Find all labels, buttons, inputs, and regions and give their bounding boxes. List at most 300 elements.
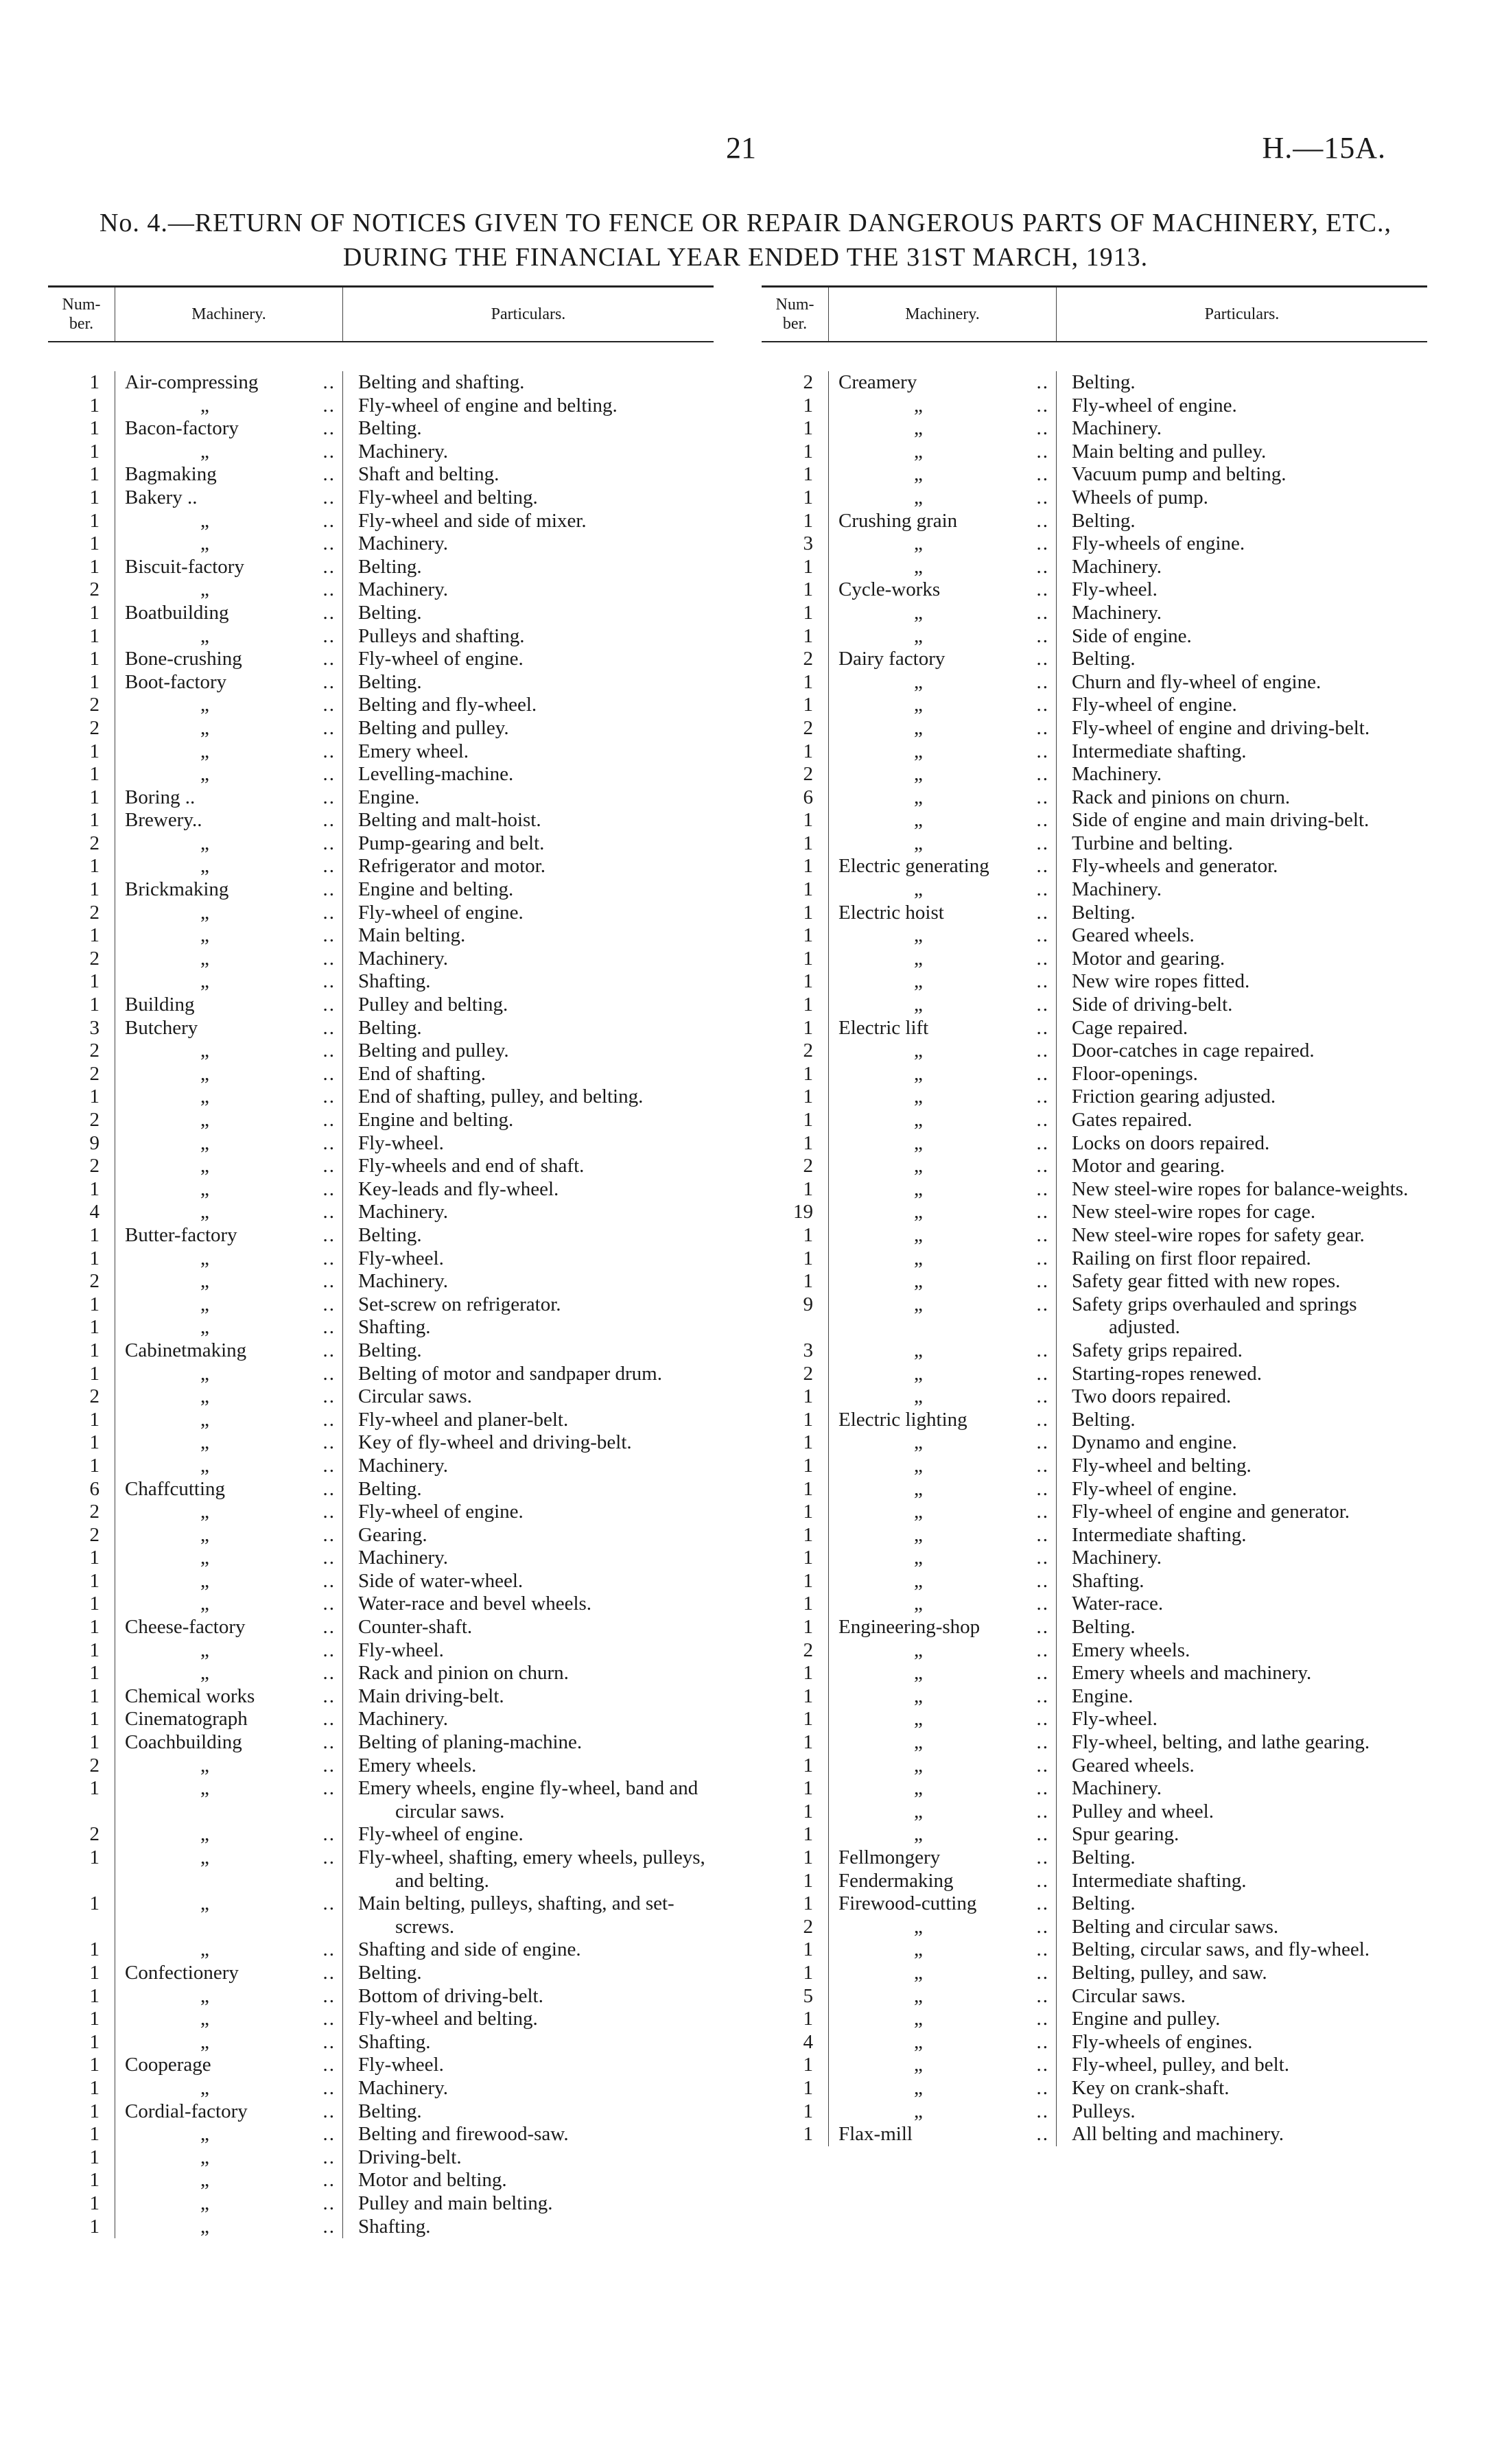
row-number: 1 [762,1109,829,1132]
particulars-text: Main belting, pulleys, shafting, and set-screws. [358,1892,674,1938]
row-particulars [343,1501,714,1524]
row-machinery: „ .. [115,970,343,994]
row-machinery: „ .. [829,1755,1057,1778]
row-machinery: Electric lighting .. [829,1409,1057,1432]
row-number: 1 [762,924,829,948]
machinery-label: Dairy factory [838,648,946,670]
particulars-text: Emery wheels. [358,1754,477,1776]
row-machinery: „ .. [829,1155,1057,1178]
row-number: 1 [48,2077,115,2100]
row-particulars [343,1985,714,2008]
row-machinery: „ .. [829,1178,1057,1201]
row-number: 1 [762,1063,829,1086]
row-particulars [1057,832,1427,856]
row-particulars [1057,1201,1427,1224]
row-particulars [343,625,714,648]
row-number: 1 [48,994,115,1017]
row-particulars [343,1063,714,1086]
row-number: 1 [762,1086,829,1109]
particulars-text: Pulleys. [1072,2100,1136,2122]
particulars-text: Refrigerator and motor. [358,855,545,878]
particulars-text: Side of engine and main driving-belt. [1072,809,1370,832]
row-machinery: „ .. [115,2123,343,2146]
row-machinery: „ .. [115,1270,343,1293]
particulars-text: Intermediate shafting. [1072,740,1247,762]
row-particulars [343,1201,714,1224]
row-machinery: „ .. [829,602,1057,625]
row-particulars [1057,1293,1427,1339]
row-machinery: „ .. [829,1524,1057,1547]
row-particulars [343,1363,714,1386]
row-machinery: „ .. [829,2054,1057,2077]
machinery-label: „ [200,716,209,739]
row-number: 1 [48,763,115,786]
row-machinery: Brickmaking .. [115,878,343,902]
particulars-text: Two doors repaired. [1072,1385,1232,1408]
row-particulars [1057,694,1427,717]
row-machinery: „ .. [115,1846,343,1892]
row-particulars [1057,1109,1427,1132]
row-machinery: „ .. [115,1132,343,1155]
row-number: 2 [48,1270,115,1293]
row-particulars [343,740,714,764]
row-number: 2 [48,1040,115,1063]
row-number: 1 [762,2100,829,2124]
row-particulars [343,1109,714,1132]
particulars-text: Engine. [358,786,420,808]
row-number: 1 [48,1409,115,1432]
row-number: 1 [762,1501,829,1524]
row-particulars [1057,486,1427,510]
particulars-text: Rack and pinions on churn. [1072,786,1291,808]
row-particulars [1057,2031,1427,2054]
title-line-2: DURING THE FINANCIAL YEAR ENDED THE 31ST MARCH, 1913. [342,243,1149,272]
row-number: 1 [48,1777,115,1823]
particulars-text: Wheels of pump. [1072,486,1208,508]
row-number: 2 [762,1155,829,1178]
row-number: 9 [762,1293,829,1339]
row-number: 2 [762,1639,829,1663]
row-particulars [343,1892,714,1938]
particulars-text: Belting. [1072,1408,1136,1431]
row-number: 2 [762,763,829,786]
row-machinery: „ .. [115,924,343,948]
particulars-text: Main belting. [358,924,466,947]
particulars-text: Emery wheels and machinery. [1072,1662,1312,1685]
row-machinery: „ .. [115,625,343,648]
machinery-label: Brickmaking [125,878,229,901]
machinery-label: „ [914,1109,923,1131]
row-particulars [1057,970,1427,994]
table-body [762,342,1427,2146]
particulars-text: Shafting and side of engine. [358,1938,581,1961]
row-number: 1 [762,1409,829,1432]
row-particulars [1057,809,1427,832]
row-particulars [343,763,714,786]
particulars-text: Belting. [1072,371,1136,393]
row-number: 1 [48,1985,115,2008]
row-number: 1 [762,694,829,717]
row-number: 1 [762,1178,829,1201]
row-number: 1 [762,1524,829,1547]
machinery-label: Boot-factory [125,670,227,693]
row-particulars [1057,1524,1427,1547]
machinery-label: „ [914,417,923,440]
particulars-text: Belting. [358,670,422,693]
machinery-label: „ [200,1523,209,1546]
row-machinery: „ .. [115,717,343,740]
machinery-label: „ [914,740,923,762]
row-number: 1 [762,486,829,510]
row-particulars [343,2123,714,2146]
machinery-label: Creamery [838,371,917,393]
row-machinery: „ .. [829,994,1057,1017]
row-number: 1 [762,1777,829,1800]
row-machinery: Crushing grain .. [829,510,1057,533]
row-particulars [343,1132,714,1155]
row-machinery: „ .. [829,1938,1057,1962]
machinery-label: „ [200,1431,209,1454]
row-number: 6 [48,1478,115,1501]
machinery-label: „ [200,1201,209,1223]
row-machinery: „ .. [829,463,1057,486]
row-machinery: „ .. [829,1823,1057,1846]
machinery-label: „ [914,1547,923,1569]
machinery-label: Cabinetmaking [125,1339,247,1361]
row-particulars [343,1086,714,1109]
particulars-text: Shafting. [358,1316,431,1339]
machinery-label: „ [200,1177,209,1200]
row-number: 3 [762,532,829,556]
particulars-text: Driving-belt. [358,2146,462,2168]
row-particulars [1057,1938,1427,1962]
particulars-text: Key-leads and fly-wheel. [358,1177,559,1200]
machinery-label: „ [914,2008,923,2030]
row-machinery: Electric generating .. [829,855,1057,878]
row-particulars [1057,578,1427,602]
machinery-label: „ [200,855,209,878]
machinery-label: „ [914,601,923,624]
row-machinery: „ .. [115,1155,343,1178]
row-machinery: „ .. [829,832,1057,856]
row-machinery: „ .. [115,1524,343,1547]
row-particulars [343,1178,714,1201]
row-number: 1 [48,2146,115,2170]
row-number: 1 [48,2123,115,2146]
particulars-text: Belting and circular saws. [1072,1915,1279,1938]
row-particulars [343,1616,714,1639]
particulars-text: Belting. [358,2100,422,2122]
row-particulars [343,395,714,418]
row-particulars [1057,1409,1427,1432]
row-particulars [343,578,714,602]
row-number: 1 [762,1616,829,1639]
machinery-label: „ [914,1362,923,1385]
row-particulars [1057,510,1427,533]
machinery-label: „ [200,1247,209,1269]
row-particulars [343,717,714,740]
machinery-label: „ [914,1131,923,1154]
row-particulars [1057,1962,1427,1985]
row-number: 1 [762,463,829,486]
machinery-label: „ [914,1223,923,1246]
particulars-text: Fly-wheel of engine. [358,1501,524,1523]
particulars-text: Belting. [1072,901,1136,924]
row-machinery: Boot-factory .. [115,671,343,694]
row-machinery: „ .. [115,1040,343,1063]
row-particulars [343,694,714,717]
row-number: 1 [48,417,115,441]
row-number: 1 [762,832,829,856]
machinery-label: Air-compressing [125,371,259,393]
row-particulars [343,486,714,510]
row-particulars [343,648,714,671]
row-number: 1 [48,1086,115,1109]
row-machinery: Brewery.. .. [115,809,343,832]
particulars-text: Side of water-wheel. [358,1569,524,1592]
machinery-column-header: Machinery. [829,288,1057,341]
row-particulars [343,855,714,878]
row-number: 1 [762,395,829,418]
machinery-label: „ [200,1547,209,1569]
row-number: 1 [762,902,829,925]
particulars-text: Shafting. [358,970,431,993]
row-particulars [1057,1339,1427,1363]
particulars-text: Fly-wheels of engines. [1072,2030,1253,2053]
row-particulars [343,2054,714,2077]
particulars-text: Water-race and bevel wheels. [358,1593,592,1615]
row-particulars [1057,924,1427,948]
particulars-text: Belting. [1072,1892,1136,1915]
row-machinery: Cinematograph .. [115,1708,343,1731]
particulars-text: Fly-wheel of engine. [1072,694,1237,716]
row-machinery: Engineering-shop .. [829,1616,1057,1639]
machinery-label: „ [914,994,923,1016]
row-machinery: „ .. [115,1409,343,1432]
machinery-label: „ [200,1846,209,1868]
row-machinery: „ .. [829,948,1057,971]
machinery-label: Firewood-cutting [838,1892,977,1915]
machinery-label: „ [914,2030,923,2053]
machinery-label: „ [200,1662,209,1685]
row-machinery: „ .. [115,855,343,878]
row-number: 1 [762,1224,829,1247]
row-number: 1 [48,1547,115,1570]
row-number: 1 [762,740,829,764]
row-number: 1 [48,1616,115,1639]
row-number: 1 [48,532,115,556]
particulars-text: Motor and gearing. [1072,947,1225,970]
particulars-text: Machinery. [1072,763,1162,786]
row-machinery: „ .. [115,694,343,717]
row-particulars [343,1339,714,1363]
row-number: 1 [762,1938,829,1962]
row-number: 2 [48,1385,115,1409]
row-machinery: „ .. [829,1339,1057,1363]
row-particulars [1057,1017,1427,1040]
row-machinery: „ .. [115,1086,343,1109]
machinery-label: „ [914,1062,923,1085]
row-number: 1 [762,1017,829,1040]
machinery-label: „ [200,2008,209,2030]
row-number: 2 [48,948,115,971]
row-number: 1 [48,786,115,810]
row-machinery: „ .. [829,694,1057,717]
machinery-label: „ [200,1777,209,1800]
particulars-text: Safety gear fitted with new ropes. [1072,1270,1341,1293]
particulars-text: Geared wheels. [1072,1754,1195,1776]
machinery-label: „ [914,1731,923,1754]
row-machinery: „ .. [115,1455,343,1478]
machinery-label: Butter-factory [125,1223,237,1246]
row-number: 1 [762,556,829,579]
particulars-text: Fly-wheels of engine. [1072,532,1245,555]
row-particulars [1057,2123,1427,2146]
particulars-text: Spur gearing. [1072,1823,1179,1846]
machinery-label: „ [200,1823,209,1846]
row-machinery: „ .. [115,2146,343,2170]
machinery-column-header: Machinery. [115,288,343,341]
row-particulars [343,1155,714,1178]
particulars-text: Motor and gearing. [1072,1155,1225,1177]
row-number: 2 [48,1823,115,1846]
machinery-label: „ [914,970,923,993]
particulars-text: New steel-wire ropes for balance-weights. [1072,1177,1409,1200]
machinery-label: „ [914,1662,923,1685]
row-number: 1 [762,1846,829,1870]
row-particulars [343,2192,714,2216]
row-particulars [343,1017,714,1040]
machinery-label: „ [200,1155,209,1177]
row-number: 1 [48,740,115,764]
particulars-text: Belting and malt-hoist. [358,809,541,832]
row-particulars [343,2031,714,2054]
particulars-text: Fly-wheel and belting. [358,486,538,508]
row-machinery: „ .. [115,578,343,602]
particulars-text: Belting and firewood-saw. [358,2123,569,2146]
machinery-label: „ [914,1800,923,1822]
row-particulars [343,1846,714,1892]
row-number: 1 [762,602,829,625]
row-particulars [343,1431,714,1455]
table-header [48,288,714,342]
particulars-text: Key of fly-wheel and driving-belt. [358,1431,632,1454]
row-machinery: „ .. [115,395,343,418]
row-particulars [1057,1501,1427,1524]
machinery-label: „ [200,1316,209,1339]
row-machinery: „ .. [829,395,1057,418]
row-number: 1 [762,1708,829,1731]
machinery-label: „ [200,1454,209,1477]
particulars-text: Belting of planing-machine. [358,1731,583,1754]
machinery-label: „ [200,1501,209,1523]
row-number: 1 [762,1270,829,1293]
particulars-text: Belting. [1072,509,1136,532]
row-number: 2 [762,717,829,740]
row-particulars [1057,2100,1427,2124]
row-number: 1 [48,556,115,579]
particulars-text: Churn and fly-wheel of engine. [1072,670,1322,693]
row-machinery: „ .. [829,1685,1057,1709]
row-machinery: Creamery .. [829,371,1057,395]
machinery-label: „ [200,1938,209,1961]
machinery-label: „ [914,832,923,854]
row-particulars [343,1293,714,1317]
machinery-label: Biscuit-factory [125,555,244,578]
row-machinery: „ .. [115,1755,343,1778]
row-machinery: „ .. [829,1455,1057,1478]
row-machinery: „ .. [115,1985,343,2008]
particulars-text: Machinery. [1072,601,1162,624]
row-particulars [343,1823,714,1846]
particulars-text: Emery wheels, engine fly-wheel, band and circular saws. [358,1777,698,1822]
particulars-text: Machinery. [1072,1777,1162,1800]
row-particulars [343,371,714,395]
right-table [762,285,1427,2146]
row-machinery: Electric hoist .. [829,902,1057,925]
particulars-text: Railing on first floor repaired. [1072,1247,1311,1269]
machinery-label: Cooperage [125,2054,211,2076]
particulars-text: Cage repaired. [1072,1016,1188,1039]
row-number: 1 [48,1938,115,1962]
machinery-label: Chaffcutting [125,1477,226,1500]
row-particulars [343,463,714,486]
row-machinery: „ .. [115,1777,343,1823]
machinery-label: Cycle-works [838,578,941,601]
machinery-label: „ [914,947,923,970]
row-machinery: „ .. [829,1040,1057,1063]
row-machinery: „ .. [829,1800,1057,1824]
row-machinery: „ .. [829,1247,1057,1271]
row-number: 1 [762,970,829,994]
row-number: 1 [48,463,115,486]
row-number: 1 [762,671,829,694]
row-machinery: Fellmongery .. [829,1846,1057,1870]
machinery-label: „ [914,1639,923,1661]
particulars-text: Machinery. [1072,555,1162,578]
row-number: 1 [48,1962,115,1985]
row-machinery: „ .. [115,1892,343,1938]
row-number: 1 [48,1685,115,1709]
row-number: 6 [762,786,829,810]
particulars-text: Belting. [358,417,422,440]
row-number: 1 [762,1431,829,1455]
row-number: 1 [48,2192,115,2216]
machinery-label: Electric lighting [838,1408,967,1431]
row-machinery: „ .. [829,1962,1057,1985]
particulars-text: Fly-wheel of engine and driving-belt. [1072,716,1370,739]
machinery-label: „ [914,440,923,462]
row-particulars [343,1777,714,1823]
row-machinery: „ .. [829,878,1057,902]
row-machinery: „ .. [829,1501,1057,1524]
particulars-text: Geared wheels. [1072,924,1195,947]
machinery-label: Flax-mill [838,2123,913,2146]
row-particulars [343,970,714,994]
row-machinery: „ .. [829,924,1057,948]
row-machinery: „ .. [115,1063,343,1086]
particulars-text: End of shafting. [358,1062,486,1085]
machinery-label: „ [914,1708,923,1730]
row-particulars [1057,395,1427,418]
row-number: 1 [762,441,829,464]
particulars-text: End of shafting, pulley, and belting. [358,1086,644,1108]
row-particulars [1057,1063,1427,1086]
row-machinery: „ .. [115,948,343,971]
row-machinery: „ .. [115,441,343,464]
particulars-text: Engine. [1072,1685,1134,1707]
row-particulars [1057,1086,1427,1109]
